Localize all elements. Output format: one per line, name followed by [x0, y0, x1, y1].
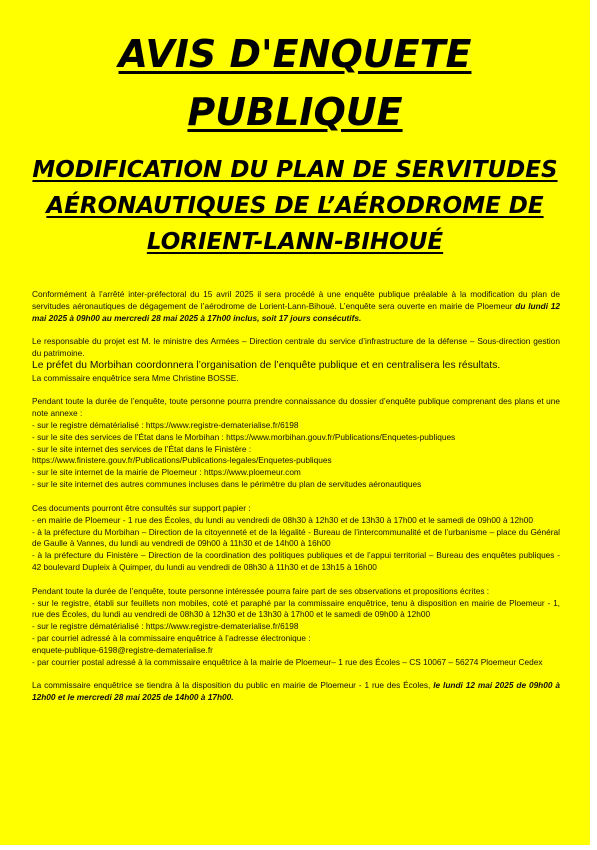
observations-item: - par courrier postal adressé à la commissaire enquêtrice à la mairie de Ploemeur– 1 rue des Écoles – CS 10067 – 56274 Ploemeur Cedex — [32, 657, 543, 668]
consultation-item: - sur le site internet des autres communes incluses dans le périmètre du plan de servitudes aéronautiques — [32, 479, 422, 490]
consultation-item: - sur le site internet des services de l’État dans le Finistère : — [32, 443, 252, 454]
intro-paragraph — [32, 289, 560, 325]
consultation-heading: Pendant toute la durée de l’enquête, toute personne pourra prendre connaissance du dossier d’enquête publique comprenant des plans et une note annexe : — [32, 395, 560, 418]
paper-heading: Ces documents pourront être consultés sur support papier : — [32, 502, 251, 513]
paper-item: - en mairie de Ploemeur - 1 rue des Écoles, du lundi au vendredi de 08h30 à 12h30 et de 13h30 à 17h00 et le samedi de 09h00 à 12h00 — [32, 514, 533, 525]
observations-item: - sur le registre dématérialisé : https://www.registre-dematerialise.fr/6198 — [32, 621, 299, 632]
title-line-2: PUBLIQUE — [187, 90, 403, 134]
paper-item: - à la préfecture du Morbihan – Direction de la citoyenneté et de la légalité - Bureau de l’intercommunalité et de l’urbanisme – place du Général de Gaulle à Vannes, du lundi au vendredi de 09h00 à 11h30 et de 14h00 à 16h00 — [32, 526, 560, 549]
notice-subtitle — [20, 152, 570, 260]
consultation-item: - sur le site internet de la mairie de Ploemeur : https://www.ploemeur.com — [32, 467, 301, 478]
notice-title — [0, 25, 590, 141]
title-line-1: AVIS D'ENQUETE — [118, 32, 472, 76]
consultation-item: https://www.finistere.gouv.fr/Publications/Publications-legales/Enquetes-publiques — [32, 455, 332, 466]
observations-item: - sur le registre, établi sur feuillets non mobiles, coté et paraphé par la commissaire enquêtrice, tenu à disposition en mairie de Ploemeur - 1, rue des Écoles, du lundi au vendredi de 08h30 à 12h30 et de 13h30 à 17h00 et le samedi de 09h00 à 12h00 — [32, 597, 560, 620]
consultation-item: - sur le registre dématérialisé : https://www.registre-dematerialise.fr/6198 — [32, 419, 299, 430]
subtitle-line-3: LORIENT-LANN-BIHOUÉ — [146, 229, 444, 255]
intro-dates: du lundi 12 mai 2025 à 09h00 au mercredi 28 mai 2025 à 17h00 inclus, soit 17 jours consécutifs. — [32, 300, 560, 323]
intro-text: Conformément à l’arrêté inter-préfectoral du 15 avril 2025 il sera procédé à une enquête publique préalable à la modification du plan de servitudes aéronautiques de dégagement de l’aérodrome de Lorient-Lann-Bihoué. L’enquête sera ouverte en mairie de Ploemeur — [32, 289, 560, 311]
observations-item: - par courriel adressé à la commissaire enquêtrice à l’adresse électronique : — [32, 633, 311, 644]
prefect-paragraph: Le préfet du Morbihan coordonnera l’organisation de l’enquête publique et en centralisera les résultats. — [32, 360, 501, 372]
consultation-item: - sur le site des services de l’État dans le Morbihan : https://www.morbihan.gouv.fr/Publications/Enquetes-publiques — [32, 431, 456, 442]
closing-paragraph — [32, 680, 560, 704]
responsible-paragraph: Le responsable du projet est M. le ministre des Armées – Direction centrale du service d’infrastructure de la défense – Sous-direction gestion du patrimoine. — [32, 336, 560, 359]
notice-body — [32, 289, 560, 704]
observations-item: enquete-publique-6198@registre-dematerialise.fr — [32, 645, 213, 656]
subtitle-line-1: MODIFICATION DU PLAN DE SERVITUDES — [32, 157, 558, 183]
closing-dates: le lundi 12 mai 2025 de 09h00 à 12h00 et le mercredi 28 mai 2025 de 14h00 à 17h00. — [32, 680, 560, 703]
closing-text: La commissaire enquêtrice se tiendra à la disposition du public en mairie de Ploemeur - 1 rue des Écoles, — [32, 680, 434, 691]
commissioner-paragraph: La commissaire enquêtrice sera Mme Christine BOSSE. — [32, 372, 239, 383]
paper-item: - à la préfecture du Finistère – Direction de la coordination des politiques publiques et de l’appui territorial – Bureau des enquêtes publiques - 42 boulevard Dupleix à Quimper, du lundi au vendredi de 08h30 à 11h30 et de 13h15 à 16h00 — [32, 550, 560, 573]
subtitle-line-2: AÉRONAUTIQUES DE L’AÉRODROME DE — [46, 193, 544, 219]
observations-heading: Pendant toute la durée de l’enquête, toute personne intéressée pourra faire part de ses observations et propositions écrites : — [32, 585, 490, 596]
